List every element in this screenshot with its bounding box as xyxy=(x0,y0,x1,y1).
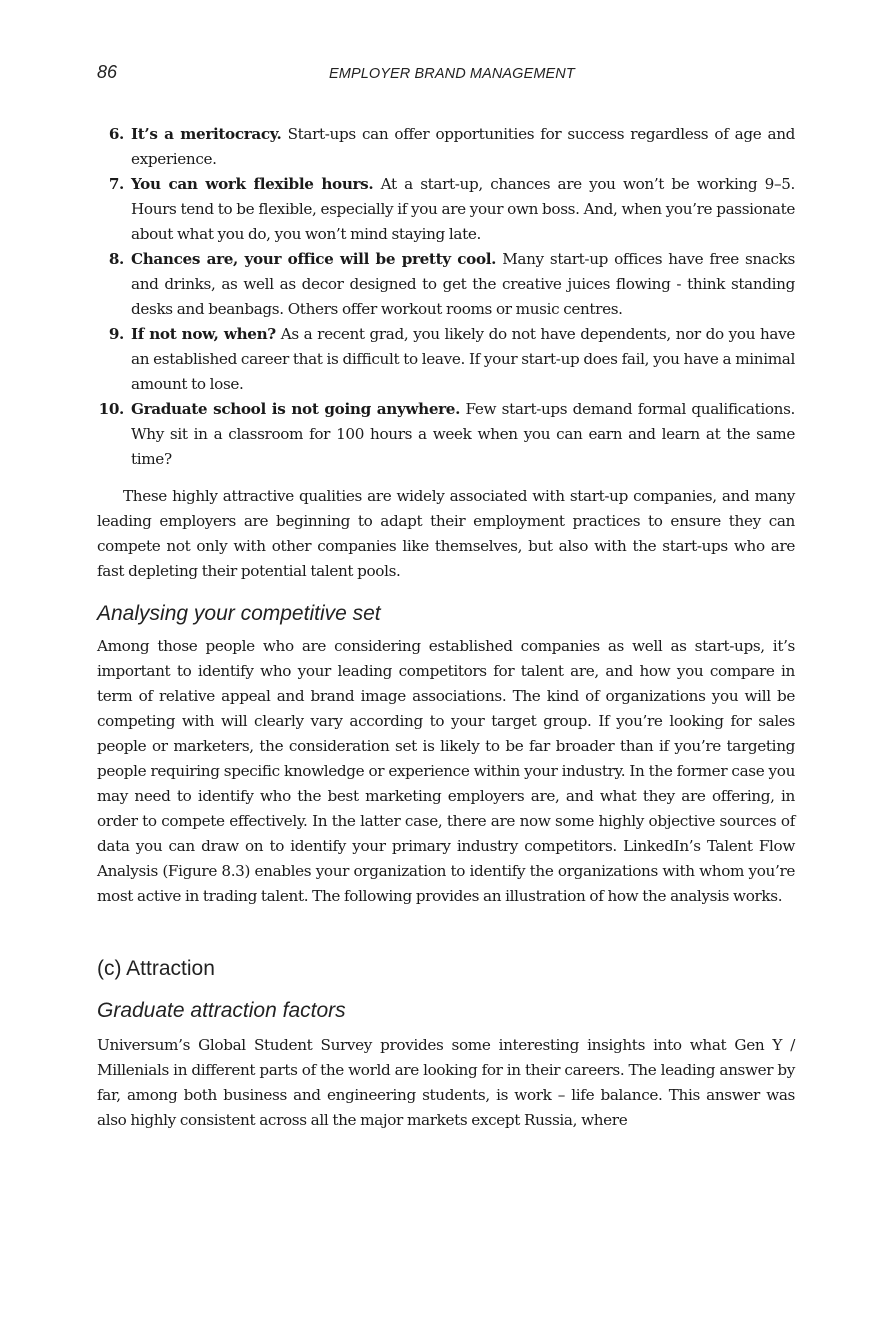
paragraph-start-up-qualities: These highly attractive qualities are widely associated with start-up companies, and many leading employers are beginning to adapt their employment practices to ensure they can compete not only with other companies like themselves, but also with the start-ups who are fast depleting their potential talent pools. xyxy=(97,487,795,580)
list-item-lead: Chances are, your office will be pretty cool. xyxy=(131,250,497,268)
list-item-text: Many start-up offices have free snacks and drinks, as well as decor designed to get the creative juices flowing - think standing desks and beanbags. Others offer workout rooms or music centres. xyxy=(131,250,795,318)
list-item-lead: Graduate school is not going anywhere. xyxy=(131,400,461,418)
book-page xyxy=(97,62,795,1133)
list-item xyxy=(97,122,795,172)
list-item xyxy=(97,397,795,472)
page-number: 86 xyxy=(97,62,118,82)
section-heading-attraction: (c) Attraction xyxy=(97,957,215,980)
subheading-graduate-attraction: Graduate attraction factors xyxy=(97,999,346,1022)
list-item-number: 10. xyxy=(98,400,124,418)
list-item-number: 8. xyxy=(108,250,124,268)
numbered-list xyxy=(97,122,795,472)
list-item-number: 9. xyxy=(108,325,124,343)
running-title: EMPLOYER BRAND MANAGEMENT xyxy=(329,66,575,82)
subheading-competitive-set: Analysing your competitive set xyxy=(97,602,381,625)
list-item-number: 7. xyxy=(108,175,124,193)
list-item-text: At a start-up, chances are you won’t be working 9–5. Hours tend to be flexible, especially if you are your own boss. And, when you’re passionate about what you do, you won’t mind staying late. xyxy=(131,175,795,243)
paragraph-competitive-set: Among those people who are considering established companies as well as start-ups, it’s important to identify who your leading competitors for talent are, and how you compare in term of relative appeal and brand image associations. The kind of organizations you will be competing with will clearly vary according to your target group. If you’re looking for sales people or marketers, the consideration set is likely to be far broader than if you’re targeting people requiring specific knowledge or experience within your industry. In the former case you may need to identify who the best marketing employers are, and what they are offering, in order to compete effectively. In the latter case, there are now some highly objective sources of data you can draw on to identify your primary industry competitors. LinkedIn’s Talent Flow Analysis (Figure 8.3) enables your organization to identify the organizations with whom you’re most active in trading talent. The following provides an illustration of how the analysis works. xyxy=(97,637,795,905)
list-item-text: As a recent grad, you likely do not have dependents, nor do you have an established career that is difficult to leave. If your start-up does fail, you have a minimal amount to lose. xyxy=(131,325,795,393)
list-item-number: 6. xyxy=(108,125,124,143)
list-item-lead: It’s a meritocracy. xyxy=(131,125,282,143)
list-item-lead: If not now, when? xyxy=(131,325,276,343)
list-item xyxy=(97,322,795,397)
running-head xyxy=(97,62,795,86)
paragraph-graduate-attraction: Universum’s Global Student Survey provides some interesting insights into what Gen Y / Millenials in different parts of the world are looking for in their careers. The leading answer by far, among both business and engineering students, is work – life balance. This answer was also highly consistent across all the major markets except Russia, where xyxy=(97,1036,795,1129)
list-item-text: Few start-ups demand formal qualifications. Why sit in a classroom for 100 hours a week when you can earn and learn at the same time? xyxy=(131,400,795,468)
list-item xyxy=(97,172,795,247)
list-item xyxy=(97,247,795,322)
list-item-text: Start-ups can offer opportunities for success regardless of age and experience. xyxy=(131,125,796,168)
list-item-lead: You can work flexible hours. xyxy=(131,175,374,193)
